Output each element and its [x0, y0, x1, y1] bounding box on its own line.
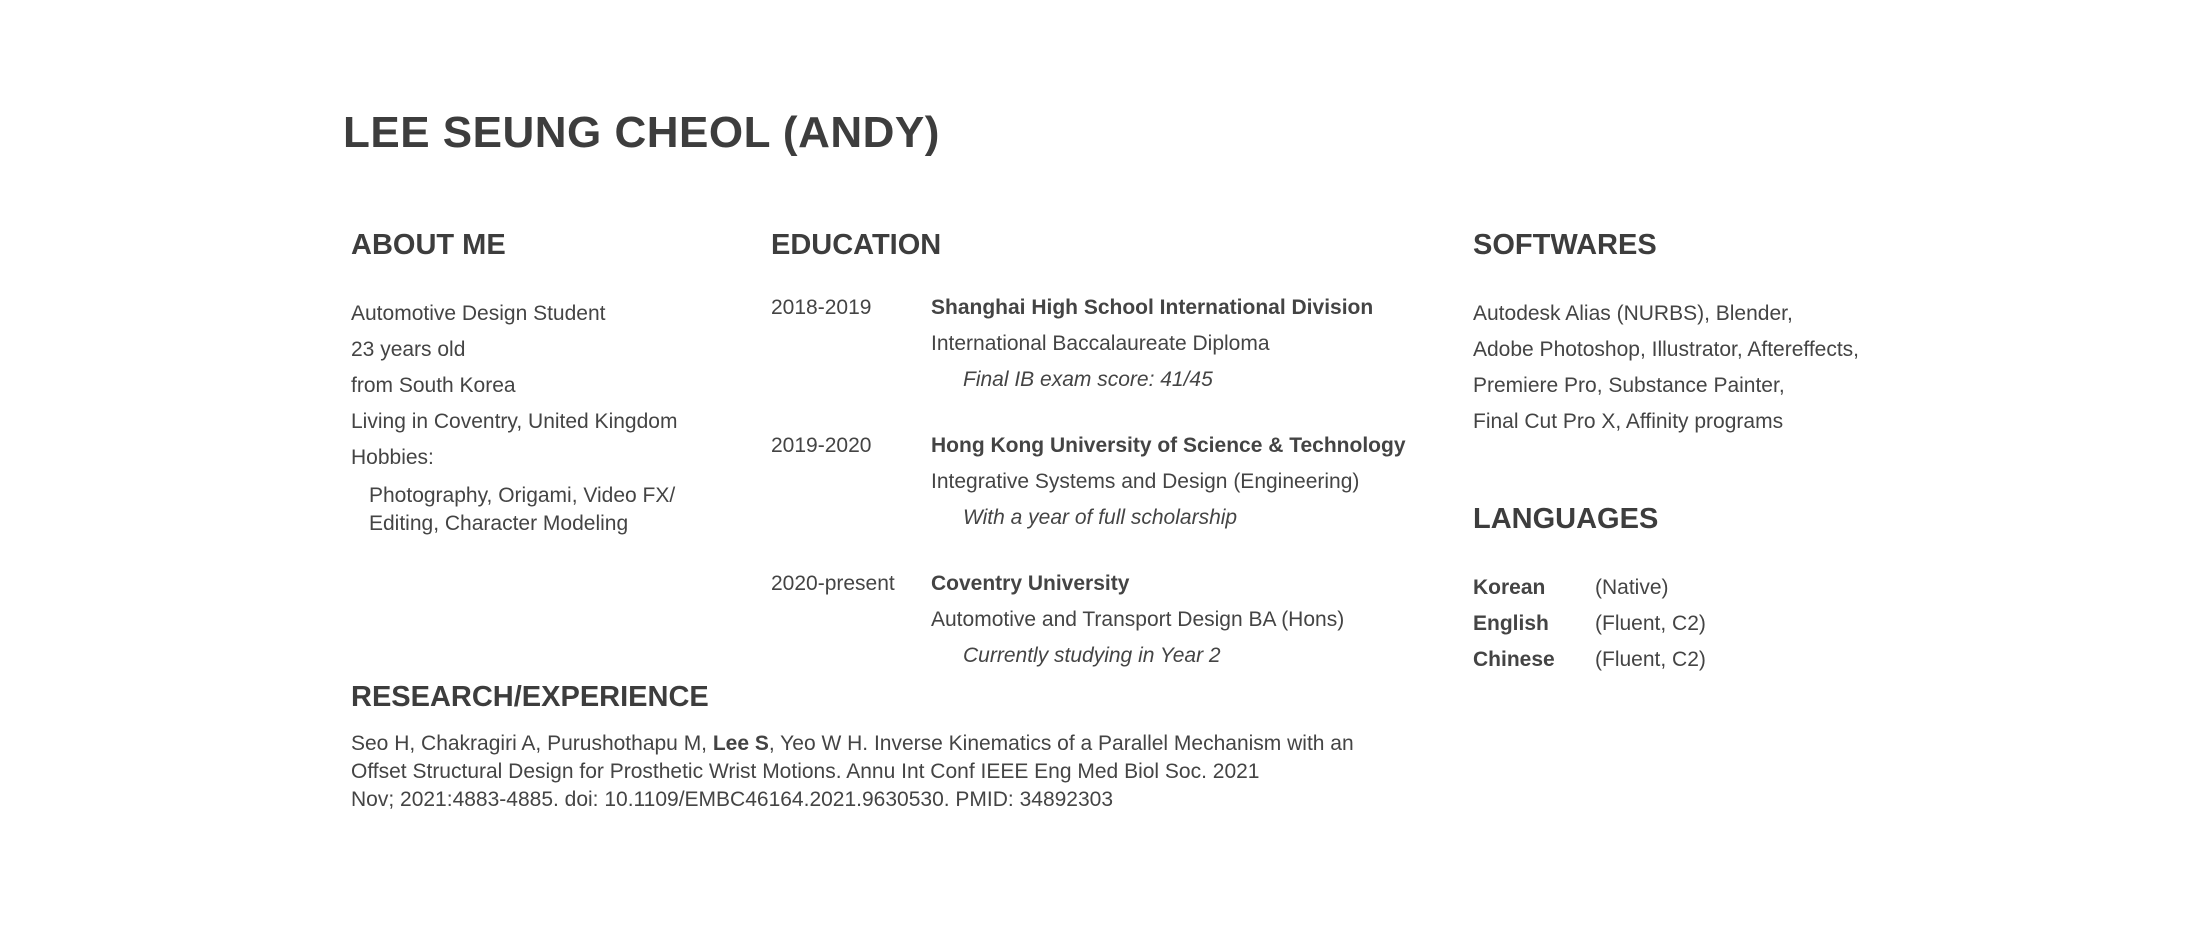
research-heading: RESEARCH/EXPERIENCE: [351, 681, 709, 713]
education-school: Coventry University: [931, 572, 1130, 595]
education-school: Hong Kong University of Science & Technology: [931, 434, 1406, 457]
language-level: (Fluent, C2): [1595, 612, 1706, 635]
education-entry: [771, 296, 1373, 398]
citation-highlight-author: Lee S: [712, 732, 769, 755]
page-title: LEE SEUNG CHEOL (ANDY): [343, 108, 940, 157]
citation-line: Nov; 2021:4883-4885. doi: 10.1109/EMBC46164.2021.9630530. PMID: 34892303: [351, 788, 1114, 811]
about-heading: ABOUT ME: [351, 229, 506, 261]
education-entry: [771, 434, 1406, 536]
citation-line: [351, 730, 1354, 758]
language-name: Korean: [1473, 576, 1546, 599]
about-line: Automotive Design Student: [351, 302, 606, 325]
software-line: Adobe Photoshop, Illustrator, Aftereffects,: [1473, 338, 1860, 361]
softwares-list: [1473, 296, 1859, 440]
education-years: 2020-present: [771, 572, 895, 595]
citation-authors: Seo H, Chakragiri A, Purushothapu M,: [351, 732, 713, 755]
softwares-heading: SOFTWARES: [1473, 229, 1657, 261]
language-level: (Native): [1595, 576, 1669, 599]
language-name: Chinese: [1473, 648, 1555, 671]
software-line: Final Cut Pro X, Affinity programs: [1473, 410, 1784, 433]
about-line: from South Korea: [351, 374, 516, 397]
about-line: 23 years old: [351, 338, 466, 361]
language-level: (Fluent, C2): [1595, 648, 1706, 671]
education-program: Integrative Systems and Design (Engineering): [931, 470, 1360, 493]
research-citation: [351, 730, 1354, 814]
languages-list: [1473, 570, 1706, 678]
education-entry: [771, 572, 1344, 674]
education-school: Shanghai High School International Division: [931, 296, 1374, 319]
education-note: Final IB exam score: 41/45: [963, 368, 1213, 391]
language-row: [1473, 570, 1706, 606]
about-section: [351, 296, 677, 538]
hobby-line: Photography, Origami, Video FX/: [369, 484, 676, 507]
about-line: Living in Coventry, United Kingdom: [351, 410, 678, 433]
languages-heading: LANGUAGES: [1473, 503, 1659, 535]
hobbies-list: [369, 482, 677, 538]
education-program: Automotive and Transport Design BA (Hons): [931, 608, 1345, 631]
education-program: International Baccalaureate Diploma: [931, 332, 1270, 355]
language-row: [1473, 606, 1706, 642]
education-years: 2018-2019: [771, 296, 872, 319]
citation-title: , Yeo W H. Inverse Kinematics of a Parallel Mechanism with an: [768, 732, 1354, 755]
education-heading: EDUCATION: [771, 229, 942, 261]
citation-line: Offset Structural Design for Prosthetic Wrist Motions. Annu Int Conf IEEE Eng Med Biol Soc. 2021: [351, 760, 1260, 783]
language-name: English: [1473, 612, 1549, 635]
education-years: 2019-2020: [771, 434, 872, 457]
education-note: Currently studying in Year 2: [963, 644, 1221, 667]
language-row: [1473, 642, 1706, 678]
software-line: Premiere Pro, Substance Painter,: [1473, 374, 1785, 397]
hobby-line: Editing, Character Modeling: [369, 512, 629, 535]
software-line: Autodesk Alias (NURBS), Blender,: [1473, 302, 1793, 325]
education-note: With a year of full scholarship: [963, 506, 1238, 529]
about-line: Hobbies:: [351, 446, 434, 469]
